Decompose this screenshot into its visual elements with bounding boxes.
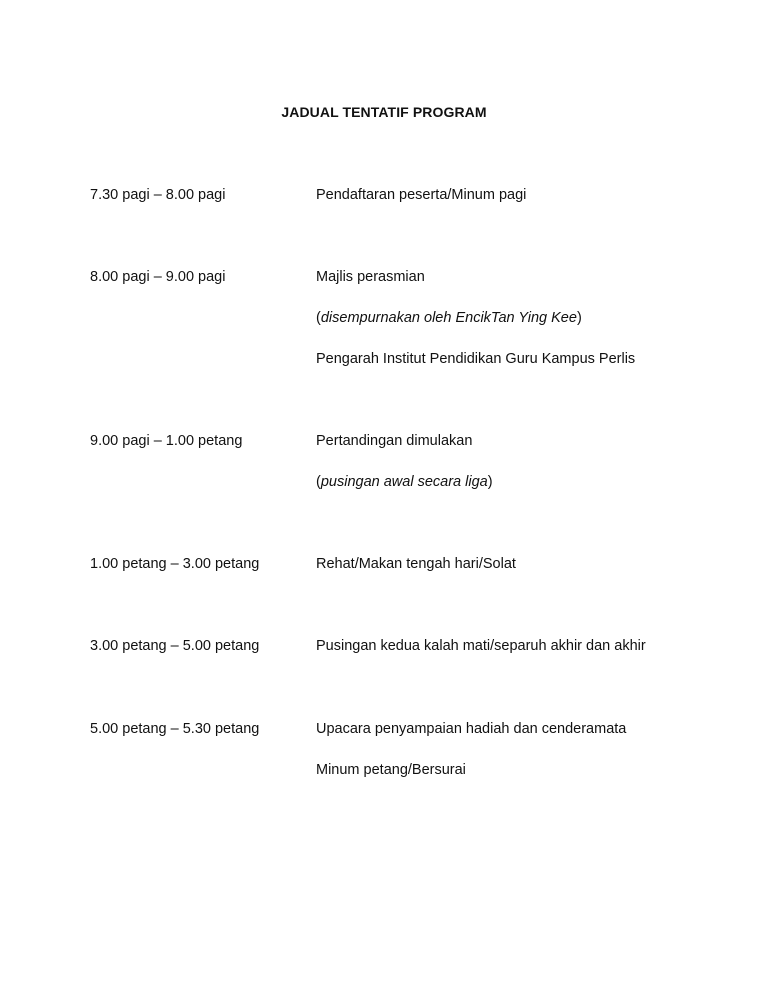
schedule-time-4: 1.00 petang – 3.00 petang [90, 556, 260, 572]
schedule-activity-5: Pusingan kedua kalah mati/separuh akhir dan akhir [316, 638, 646, 654]
schedule-note-2: (disempurnakan oleh EncikTan Ying Kee) [316, 310, 582, 326]
schedule-activity-3: Pertandingan dimulakan [316, 433, 473, 449]
round-format-text: pusingan awal secara liga [320, 474, 488, 490]
schedule-note-3: (pusingan awal secara liga) [316, 474, 493, 490]
schedule-time-1: 7.30 pagi – 8.00 pagi [90, 187, 226, 203]
schedule-detail-6: Minum petang/Bersurai [316, 762, 466, 778]
schedule-time-3: 9.00 pagi – 1.00 petang [90, 433, 243, 449]
officiated-by-text: disempurnakan oleh EncikTan Ying Kee [320, 310, 577, 326]
schedule-detail-2: Pengarah Institut Pendidikan Guru Kampus Perlis [316, 351, 636, 367]
schedule-activity-1: Pendaftaran peserta/Minum pagi [316, 187, 527, 203]
schedule-time-5: 3.00 petang – 5.00 petang [90, 638, 260, 654]
schedule-activity-6: Upacara penyampaian hadiah dan cenderamata [316, 721, 627, 737]
schedule-time-2: 8.00 pagi – 9.00 pagi [90, 269, 226, 285]
page-title: JADUAL TENTATIF PROGRAM [281, 104, 487, 120]
schedule-time-6: 5.00 petang – 5.30 petang [90, 721, 260, 737]
schedule-activity-4: Rehat/Makan tengah hari/Solat [316, 556, 516, 572]
schedule-activity-2: Majlis perasmian [316, 269, 425, 285]
